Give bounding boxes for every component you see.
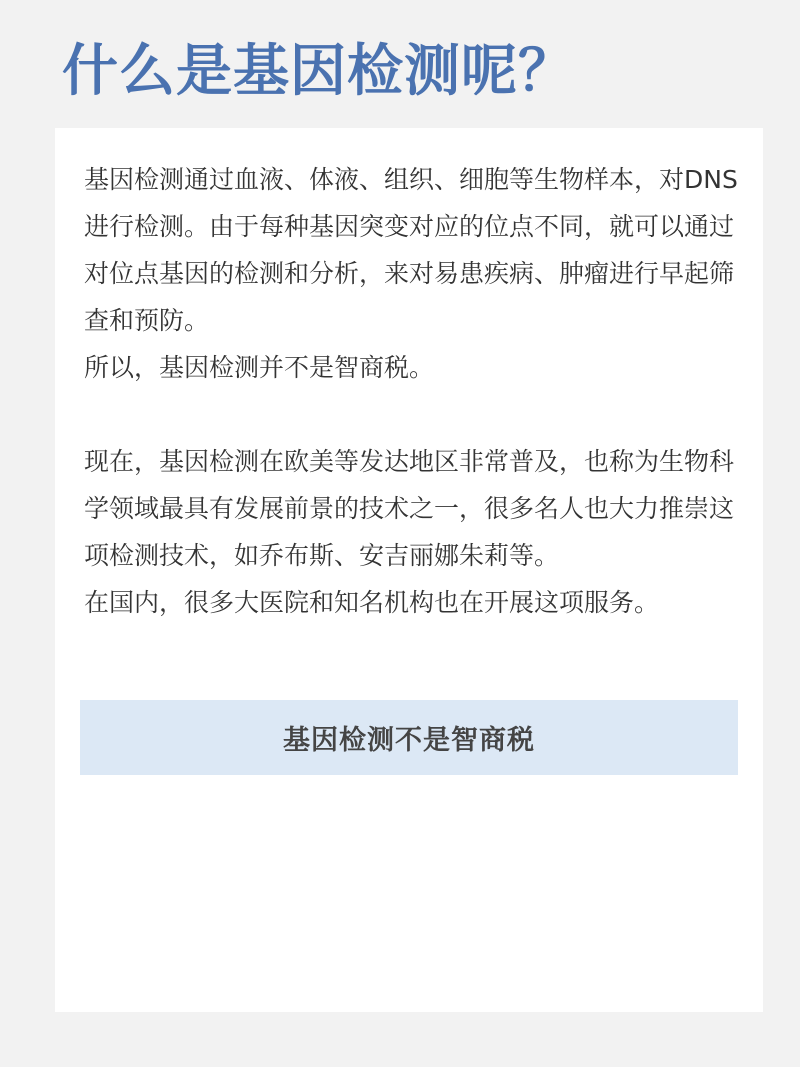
paragraph-spacer [84, 391, 744, 438]
highlight-callout [80, 700, 738, 775]
callout-text: 基因检测不是智商税 [283, 725, 535, 756]
paragraph: 在国内，很多大医院和知名机构也在开展这项服务。 [84, 588, 660, 617]
paragraph: 基因检测通过血液、体液、组织、细胞等生物样本，对DNS进行检测。由于每种基因突变对应的位点不同，就可以通过对位点基因的检测和分析，来对易患疾病、肿瘤进行早起筛查和预防。 [84, 165, 738, 335]
content-card [55, 128, 763, 1012]
article-body [84, 156, 744, 626]
paragraph: 所以，基因检测并不是智商税。 [84, 353, 435, 382]
paragraph: 现在，基因检测在欧美等发达地区非常普及，也称为生物科学领域最具有发展前景的技术之一，很多名人也大力推崇这项检测技术，如乔布斯、安吉丽娜朱莉等。 [84, 447, 735, 570]
page-title: 什么是基因检测呢？ [62, 39, 575, 104]
